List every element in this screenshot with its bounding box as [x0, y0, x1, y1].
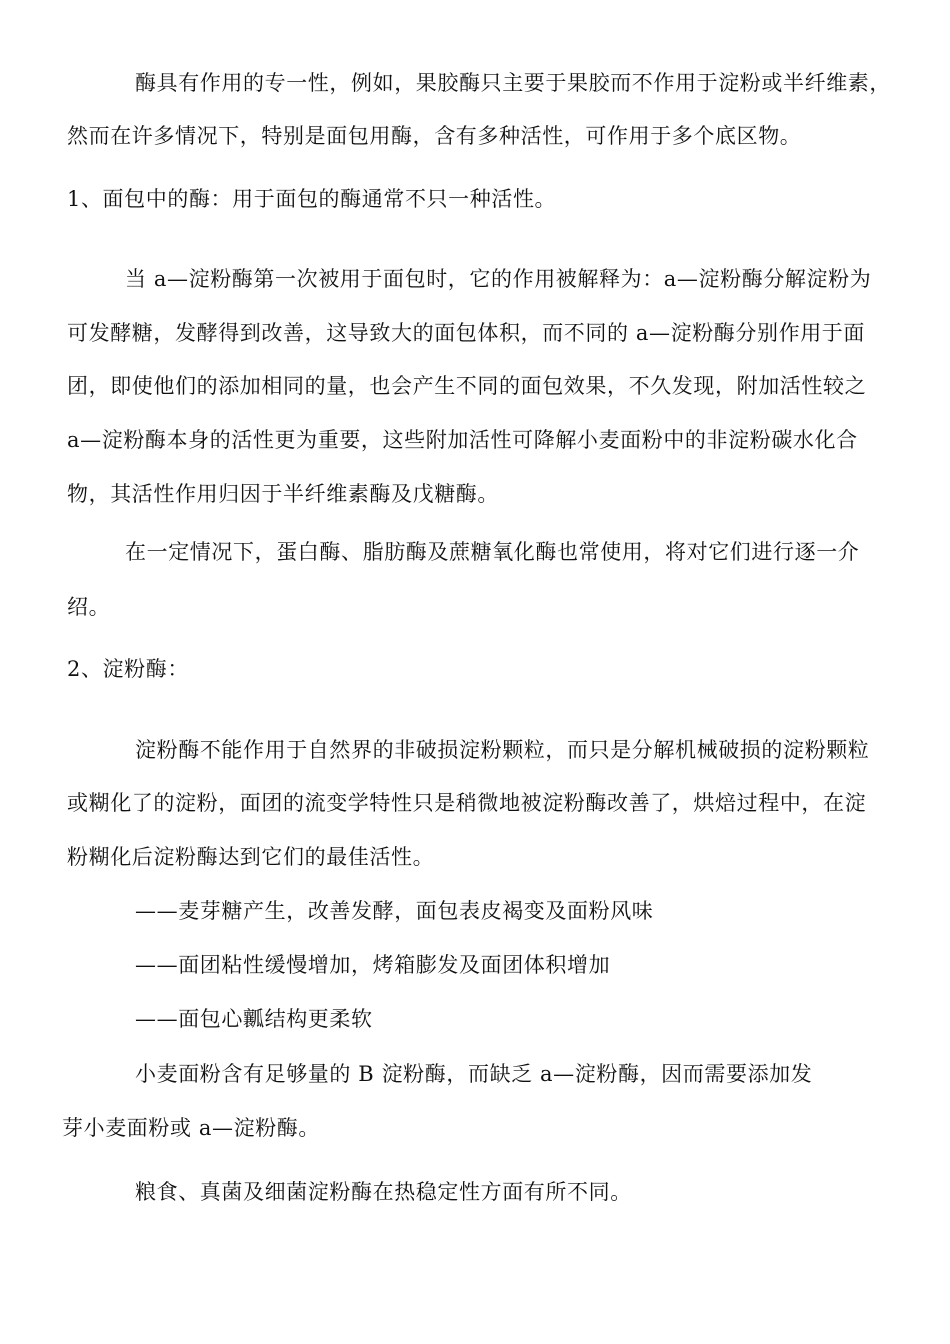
section-1-para-1-line-2: 可发酵糖，发酵得到改善，这导致大的面包体积，而不同的 a—淀粉酶分别作用于面 [67, 321, 865, 345]
section-2-para-1-line-1: 淀粉酶不能作用于自然界的非破损淀粉颗粒，而只是分解机械破损的淀粉颗粒 [135, 738, 870, 762]
section-1-heading: 1、面包中的酶：用于面包的酶通常不只一种活性。 [67, 187, 557, 211]
bullet-item-1: ——麦芽糖产生，改善发酵，面包表皮褐变及面粉风味 [135, 899, 654, 923]
bullet-item-2: ——面团粘性缓慢增加，烤箱膨发及面团体积增加 [135, 953, 611, 977]
section-2-heading: 2、淀粉酶： [67, 657, 189, 681]
section-1-para-1-line-5: 物，其活性作用归因于半纤维素酶及戊糖酶。 [67, 482, 499, 506]
section-2-para-1-line-3: 粉糊化后淀粉酶达到它们的最佳活性。 [67, 845, 435, 869]
section-1-para-1-line-1: 当 a—淀粉酶第一次被用于面包时，它的作用被解释为：a—淀粉酶分解淀粉为 [125, 267, 872, 291]
intro-line-1: 酶具有作用的专一性，例如，果胶酶只主要于果胶而不作用于淀粉或半纤维素， [135, 71, 891, 95]
section-1-para-1-line-3: 团，即使他们的添加相同的量，也会产生不同的面包效果，不久发现，附加活性较之 [67, 374, 867, 398]
bullet-item-3: ——面包心瓤结构更柔软 [135, 1007, 373, 1031]
section-1-para-1-line-4: a—淀粉酶本身的活性更为重要，这些附加活性可降解小麦面粉中的非淀粉碳水化合 [67, 428, 858, 452]
intro-line-2: 然而在许多情况下，特别是面包用酶，含有多种活性，可作用于多个底区物。 [67, 124, 802, 148]
section-2-para-1-line-2: 或糊化了的淀粉，面团的流变学特性只是稍微地被淀粉酶改善了，烘焙过程中，在淀 [67, 791, 867, 815]
section-2-para-2-line-1: 小麦面粉含有足够量的 B 淀粉酶，而缺乏 a—淀粉酶，因而需要添加发 [135, 1062, 813, 1086]
section-1-para-2-line-1: 在一定情况下，蛋白酶、脂肪酶及蔗糖氧化酶也常使用，将对它们进行逐一介 [125, 540, 860, 564]
section-1-para-2-line-2: 绍。 [67, 595, 111, 619]
section-2-para-3: 粮食、真菌及细菌淀粉酶在热稳定性方面有所不同。 [135, 1180, 632, 1204]
section-2-para-2-line-2: 芽小麦面粉或 a—淀粉酶。 [62, 1116, 320, 1140]
